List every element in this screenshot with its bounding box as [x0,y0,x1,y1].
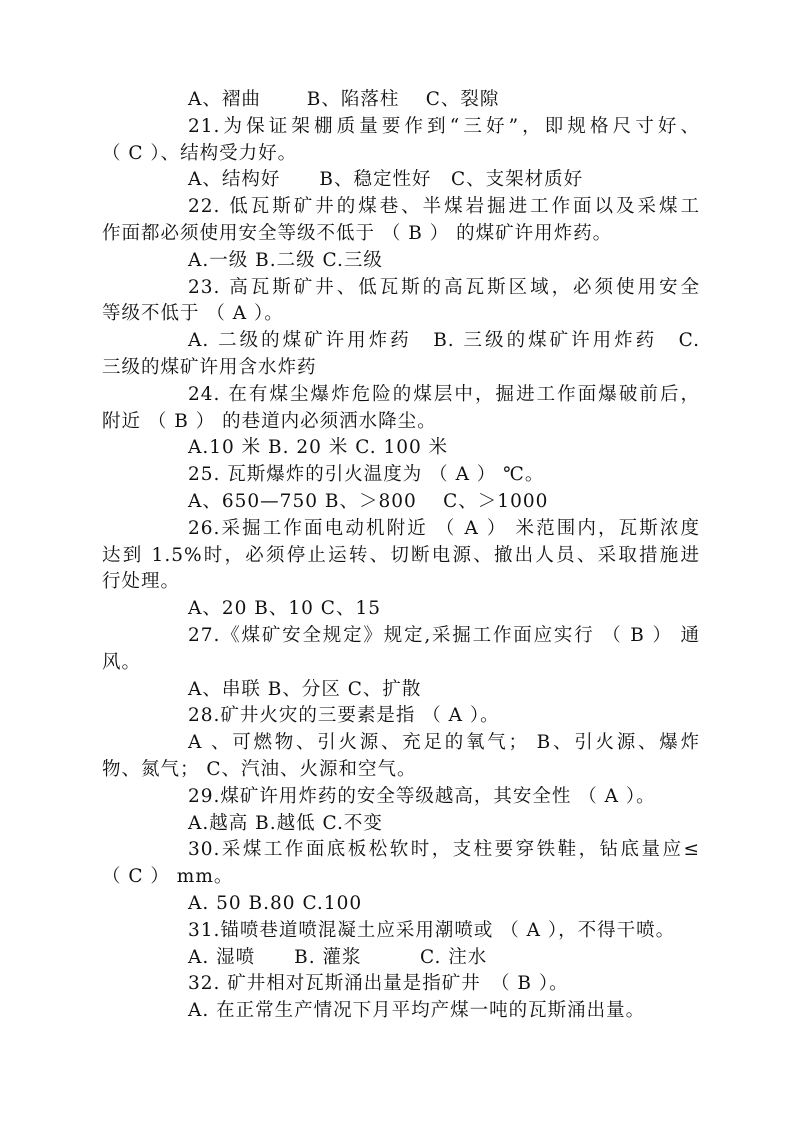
text-line: 27.《煤矿安全规定》规定,采掘工作面应实行 （ B ） 通 [188,624,700,646]
text-line: A.越高 B.越低 C.不变 [188,812,383,834]
text-line: A. 湿喷 B. 灌浆 C. 注水 [188,946,488,968]
text-line: 29.煤矿许用炸药的安全等级越高，其安全性 （ A ）。 [188,785,656,807]
text-line: 附近 （ B ） 的巷道内必须洒水降尘。 [102,410,437,432]
text-line: A、650—750 B、＞800 C、＞1000 [188,490,549,512]
text-line: 32. 矿井相对瓦斯涌出量是指矿井 （ B ）。 [188,973,569,995]
text-line: A 、可燃物、引火源、充足的氧气； B、引火源、爆炸 [188,732,700,754]
text-line: A、20 B、10 C、15 [188,598,381,620]
text-line: 物、氮气； C、汽油、火源和空气。 [102,758,417,780]
text-line: 三级的煤矿许用含水炸药 [102,356,317,378]
text-line: 22. 低瓦斯矿井的煤巷、半煤岩掘进工作面以及采煤工 [188,196,700,218]
text-line: 30.采煤工作面底板松软时，支柱要穿铁鞋，钻底量应≤ [188,839,700,861]
text-line: 21.为保证架棚质量要作到“三好”，即规格尺寸好、 [188,115,700,137]
text-line: A. 在正常生产情况下月平均产煤一吨的瓦斯涌出量。 [188,1000,646,1022]
text-line: 作面都必须使用安全等级不低于 （ B ） 的煤矿许用炸药。 [102,222,613,244]
text-line: （ C ） mm。 [102,866,234,888]
text-line: 行处理。 [102,571,181,593]
text-line: A.一级 B.二级 C.三级 [188,249,383,271]
text-line: 达到 1.5%时，必须停止运转、切断电源、撤出人员、采取措施进 [102,544,700,566]
text-line: 24. 在有煤尘爆炸危险的煤层中，掘进工作面爆破前后， [188,383,700,405]
text-line: A、结构好 B、稳定性好 C、支架材质好 [188,169,584,191]
text-line: 31.锚喷巷道喷混凝土应采用潮喷或 （ A ），不得干喷。 [188,919,676,941]
text-line: 28.矿井火灾的三要素是指 （ A ）。 [188,705,500,727]
question-list [102,87,700,1025]
text-line: （ C ）、结构受力好。 [102,142,298,164]
text-line: A、串联 B、分区 C、扩散 [188,678,422,700]
text-line: A.10 米 B. 20 米 C. 100 米 [188,437,449,459]
text-line: 23. 高瓦斯矿井、低瓦斯的高瓦斯区域，必须使用安全 [188,276,700,298]
text-line: 25. 瓦斯爆炸的引火温度为 （ A ） ℃。 [188,464,545,486]
text-line: A. 50 B.80 C.100 [188,892,363,914]
text-line: 等级不低于 （ A ）。 [102,303,284,325]
text-line: 26.采掘工作面电动机附近 （ A ） 米范围内，瓦斯浓度 [188,517,700,539]
text-line: A. 二级的煤矿许用炸药 B. 三级的煤矿许用炸药 C. [188,330,700,352]
text-line: A、褶曲 B、陷落柱 C、裂隙 [188,89,500,110]
text-line: 风。 [102,651,142,673]
